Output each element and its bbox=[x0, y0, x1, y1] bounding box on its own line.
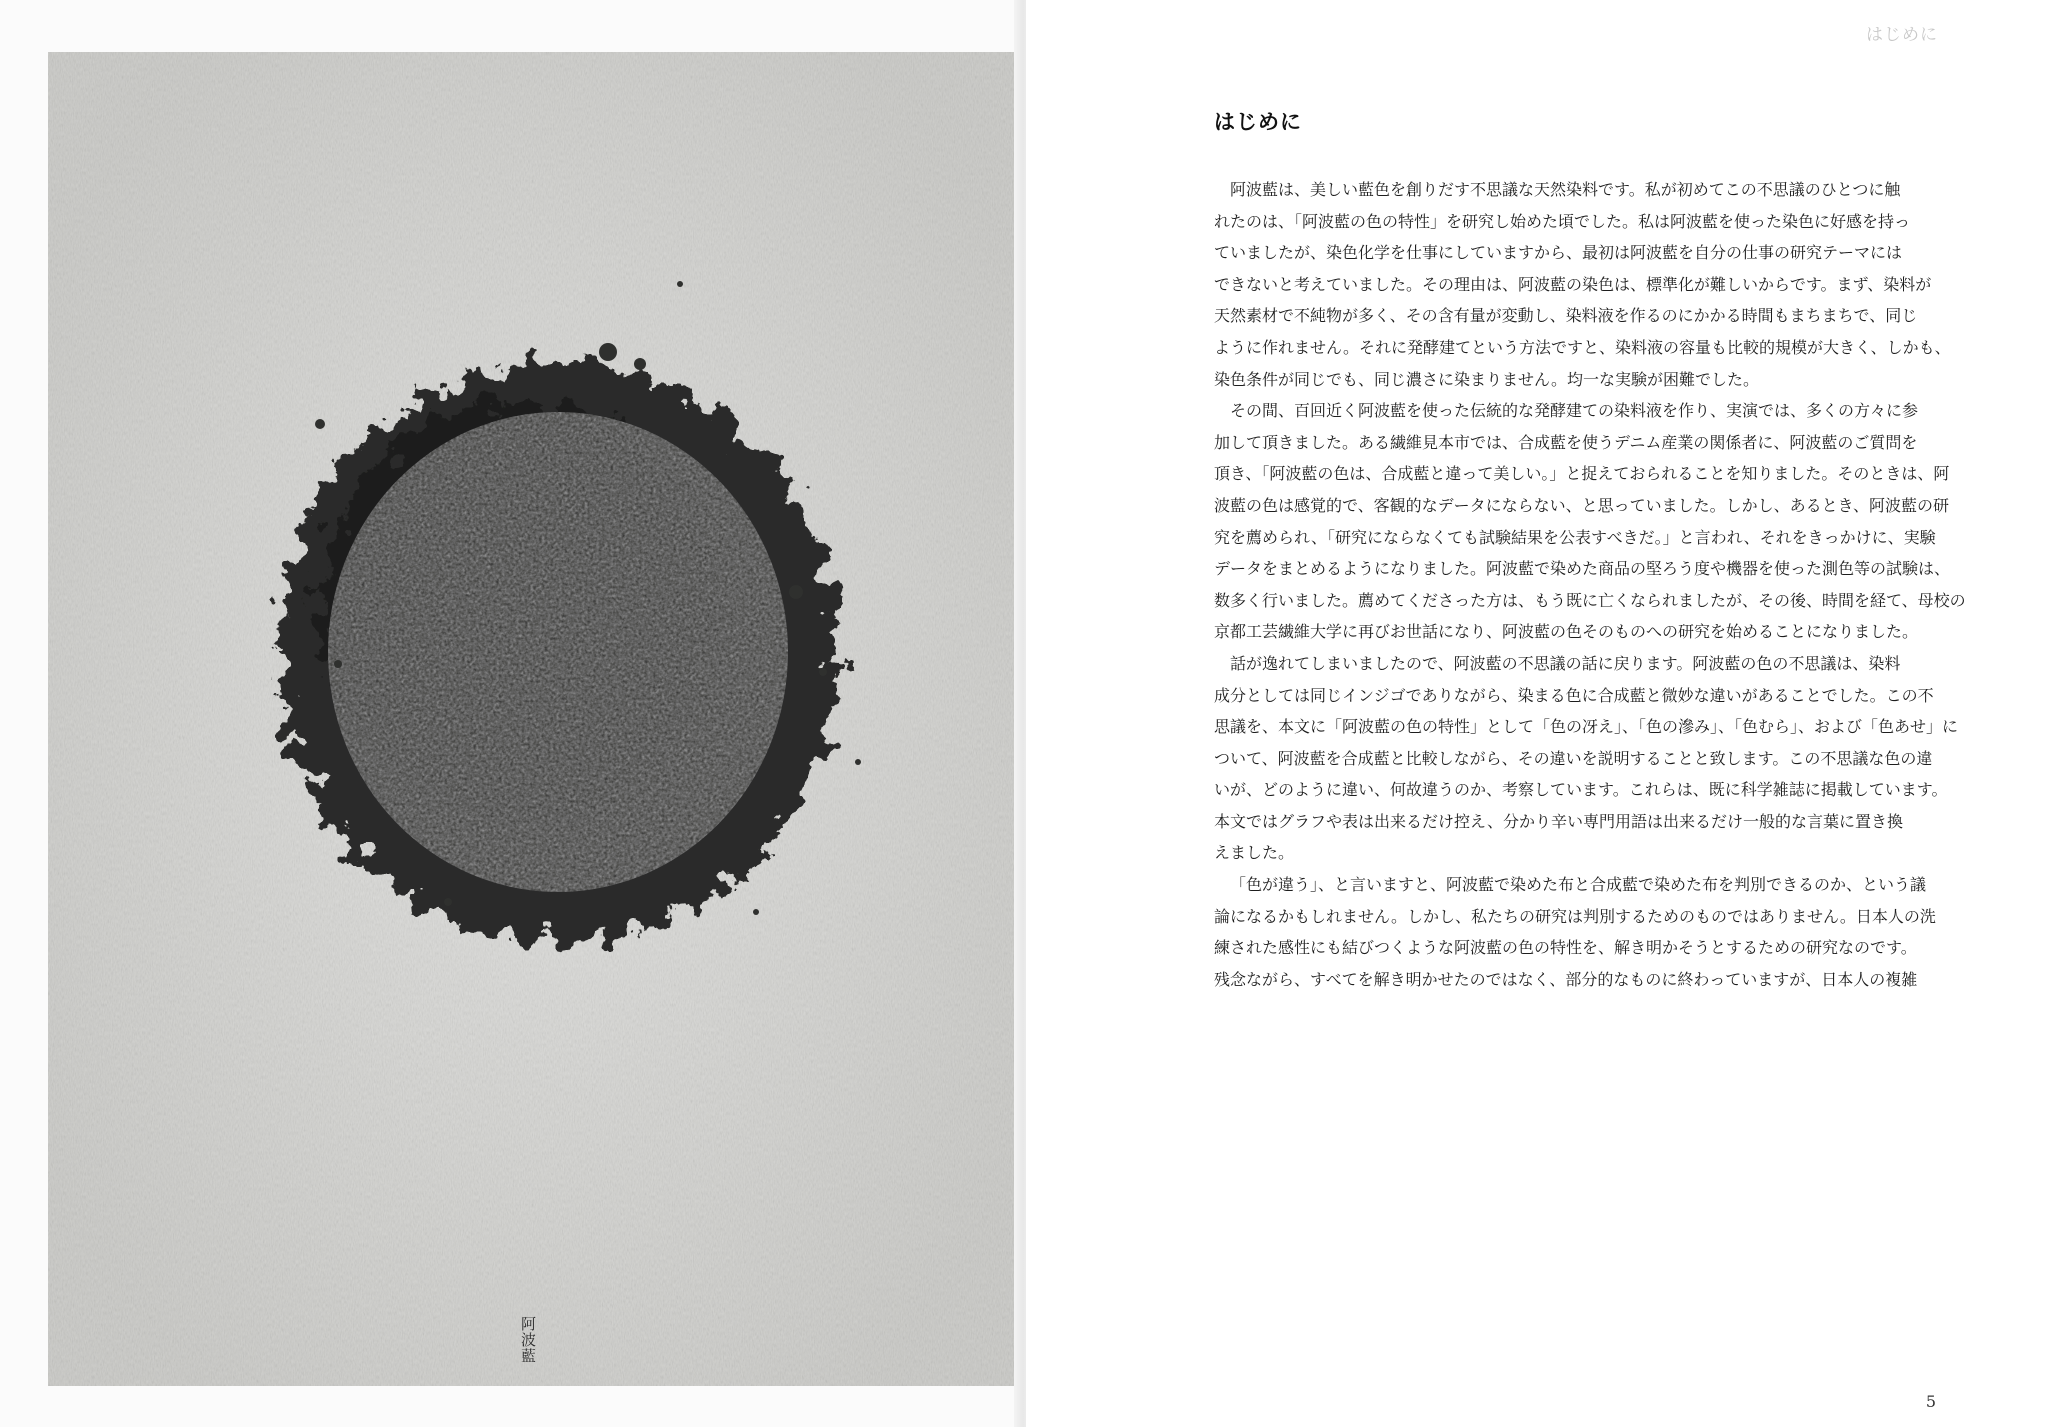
text-line: その間、百回近く阿波藍を使った伝統的な発酵建ての染料液を作り、実演では、多くの方々に参 bbox=[1230, 401, 1919, 421]
text-line: 頂き、「阿波藍の色は、合成藍と違って美しい。」と捉えておられることを知りました。そのときは、阿 bbox=[1214, 464, 1950, 484]
paragraph-1 bbox=[1214, 174, 1968, 395]
text-line: 話が逸れてしまいましたので、阿波藍の不思議の話に戻ります。阿波藍の色の不思議は、染料 bbox=[1230, 653, 1901, 673]
text-line: できないと考えていました。その理由は、阿波藍の染色は、標準化が難しいからです。まず、染料が bbox=[1214, 274, 1932, 294]
text-line: 染色条件が同じでも、同じ濃さに染まりません。均一な実験が困難でした。 bbox=[1214, 369, 1759, 389]
paragraph-4 bbox=[1214, 869, 1968, 995]
text-line: 京都工芸繊維大学に再びお世話になり、阿波藍の色そのものへの研究を始めることになりました。 bbox=[1214, 622, 1919, 642]
text-line: ていましたが、染色化学を仕事にしていますから、最初は阿波藍を自分の仕事の研究テーマには bbox=[1214, 243, 1903, 263]
text-line: 本文ではグラフや表は出来るだけ控え、分かり辛い専門用語は出来るだけ一般的な言葉に置き換 bbox=[1214, 811, 1903, 831]
text-line: 練された感性にも結びつくような阿波藍の色の特性を、解き明かそうとするための研究なのです。 bbox=[1214, 938, 1917, 958]
right-page bbox=[1026, 0, 2048, 1427]
text-line: 思議を、本文に「阿波藍の色の特性」として「色の冴え」、「色の滲み」、「色むら」、および「色あせ」に bbox=[1214, 717, 1959, 737]
section-heading: はじめに bbox=[1214, 110, 1302, 134]
text-line: 「色が違う」、と言いますと、阿波藍で染めた布と合成藍で染めた布を判別できるのか、という議 bbox=[1230, 875, 1927, 895]
body-text bbox=[1214, 174, 1968, 995]
photo-caption: 阿波藍 bbox=[519, 1316, 537, 1364]
text-line: 数多く行いました。薦めてくださった方は、もう既に亡くなられましたが、その後、時間を経て、母校の bbox=[1214, 590, 1966, 610]
text-line: データをまとめるようになりました。阿波藍で染めた商品の堅ろう度や機器を使った測色等の試験は、 bbox=[1214, 559, 1951, 579]
text-line: 成分としては同じインジゴでありながら、染まる色に合成藍と微妙な違いがあることでした。この不 bbox=[1214, 685, 1934, 705]
text-line: 加して頂きました。ある繊維見本市では、合成藍を使うデニム産業の関係者に、阿波藍のご質問を bbox=[1214, 432, 1918, 452]
text-line: いが、どのように違い、何故違うのか、考察しています。これらは、既に科学雑誌に掲載しています。 bbox=[1214, 780, 1948, 800]
paragraph-3 bbox=[1214, 648, 1968, 869]
page-number: 5 bbox=[1925, 1392, 1936, 1411]
text-line: 残念ながら、すべてを解き明かせたのではなく、部分的なものに終わっていますが、日本人の複雑 bbox=[1214, 969, 1918, 989]
text-line: 阿波藍は、美しい藍色を創りだす不思議な天然染料です。私が初めてこの不思議のひとつに触 bbox=[1230, 180, 1901, 199]
indigo-photo bbox=[48, 52, 1015, 1386]
indigo-powder-image bbox=[48, 52, 1015, 1386]
left-page bbox=[0, 0, 1022, 1427]
text-line: ついて、阿波藍を合成藍と比較しながら、その違いを説明することと致します。この不思議な色の違 bbox=[1214, 748, 1933, 768]
running-head: はじめに bbox=[1866, 25, 1938, 45]
paragraph-2 bbox=[1214, 395, 1968, 648]
text-line: れたのは、「阿波藍の色の特性」を研究し始めた頃でした。私は阿波藍を使った染色に好感を持っ bbox=[1214, 211, 1911, 231]
text-line: 論になるかもしれません。しかし、私たちの研究は判別するためのものではありません。日本人の洗 bbox=[1214, 906, 1936, 926]
text-line: ように作れません。それに発酵建てという方法ですと、染料液の容量も比較的規模が大きく、しかも、 bbox=[1214, 337, 1951, 357]
text-line: 天然素材で不純物が多く、その含有量が変動し、染料液を作るのにかかる時間もまちまちで、同じ bbox=[1214, 306, 1918, 326]
text-line: えました。 bbox=[1214, 843, 1295, 863]
text-line: 波藍の色は感覚的で、客観的なデータにならない、と思っていました。しかし、あるとき、阿波藍の研 bbox=[1214, 495, 1950, 515]
text-line: 究を薦められ、「研究にならなくても試験結果を公表すべきだ。」と言われ、それをきっかけに、実験 bbox=[1214, 527, 1936, 547]
